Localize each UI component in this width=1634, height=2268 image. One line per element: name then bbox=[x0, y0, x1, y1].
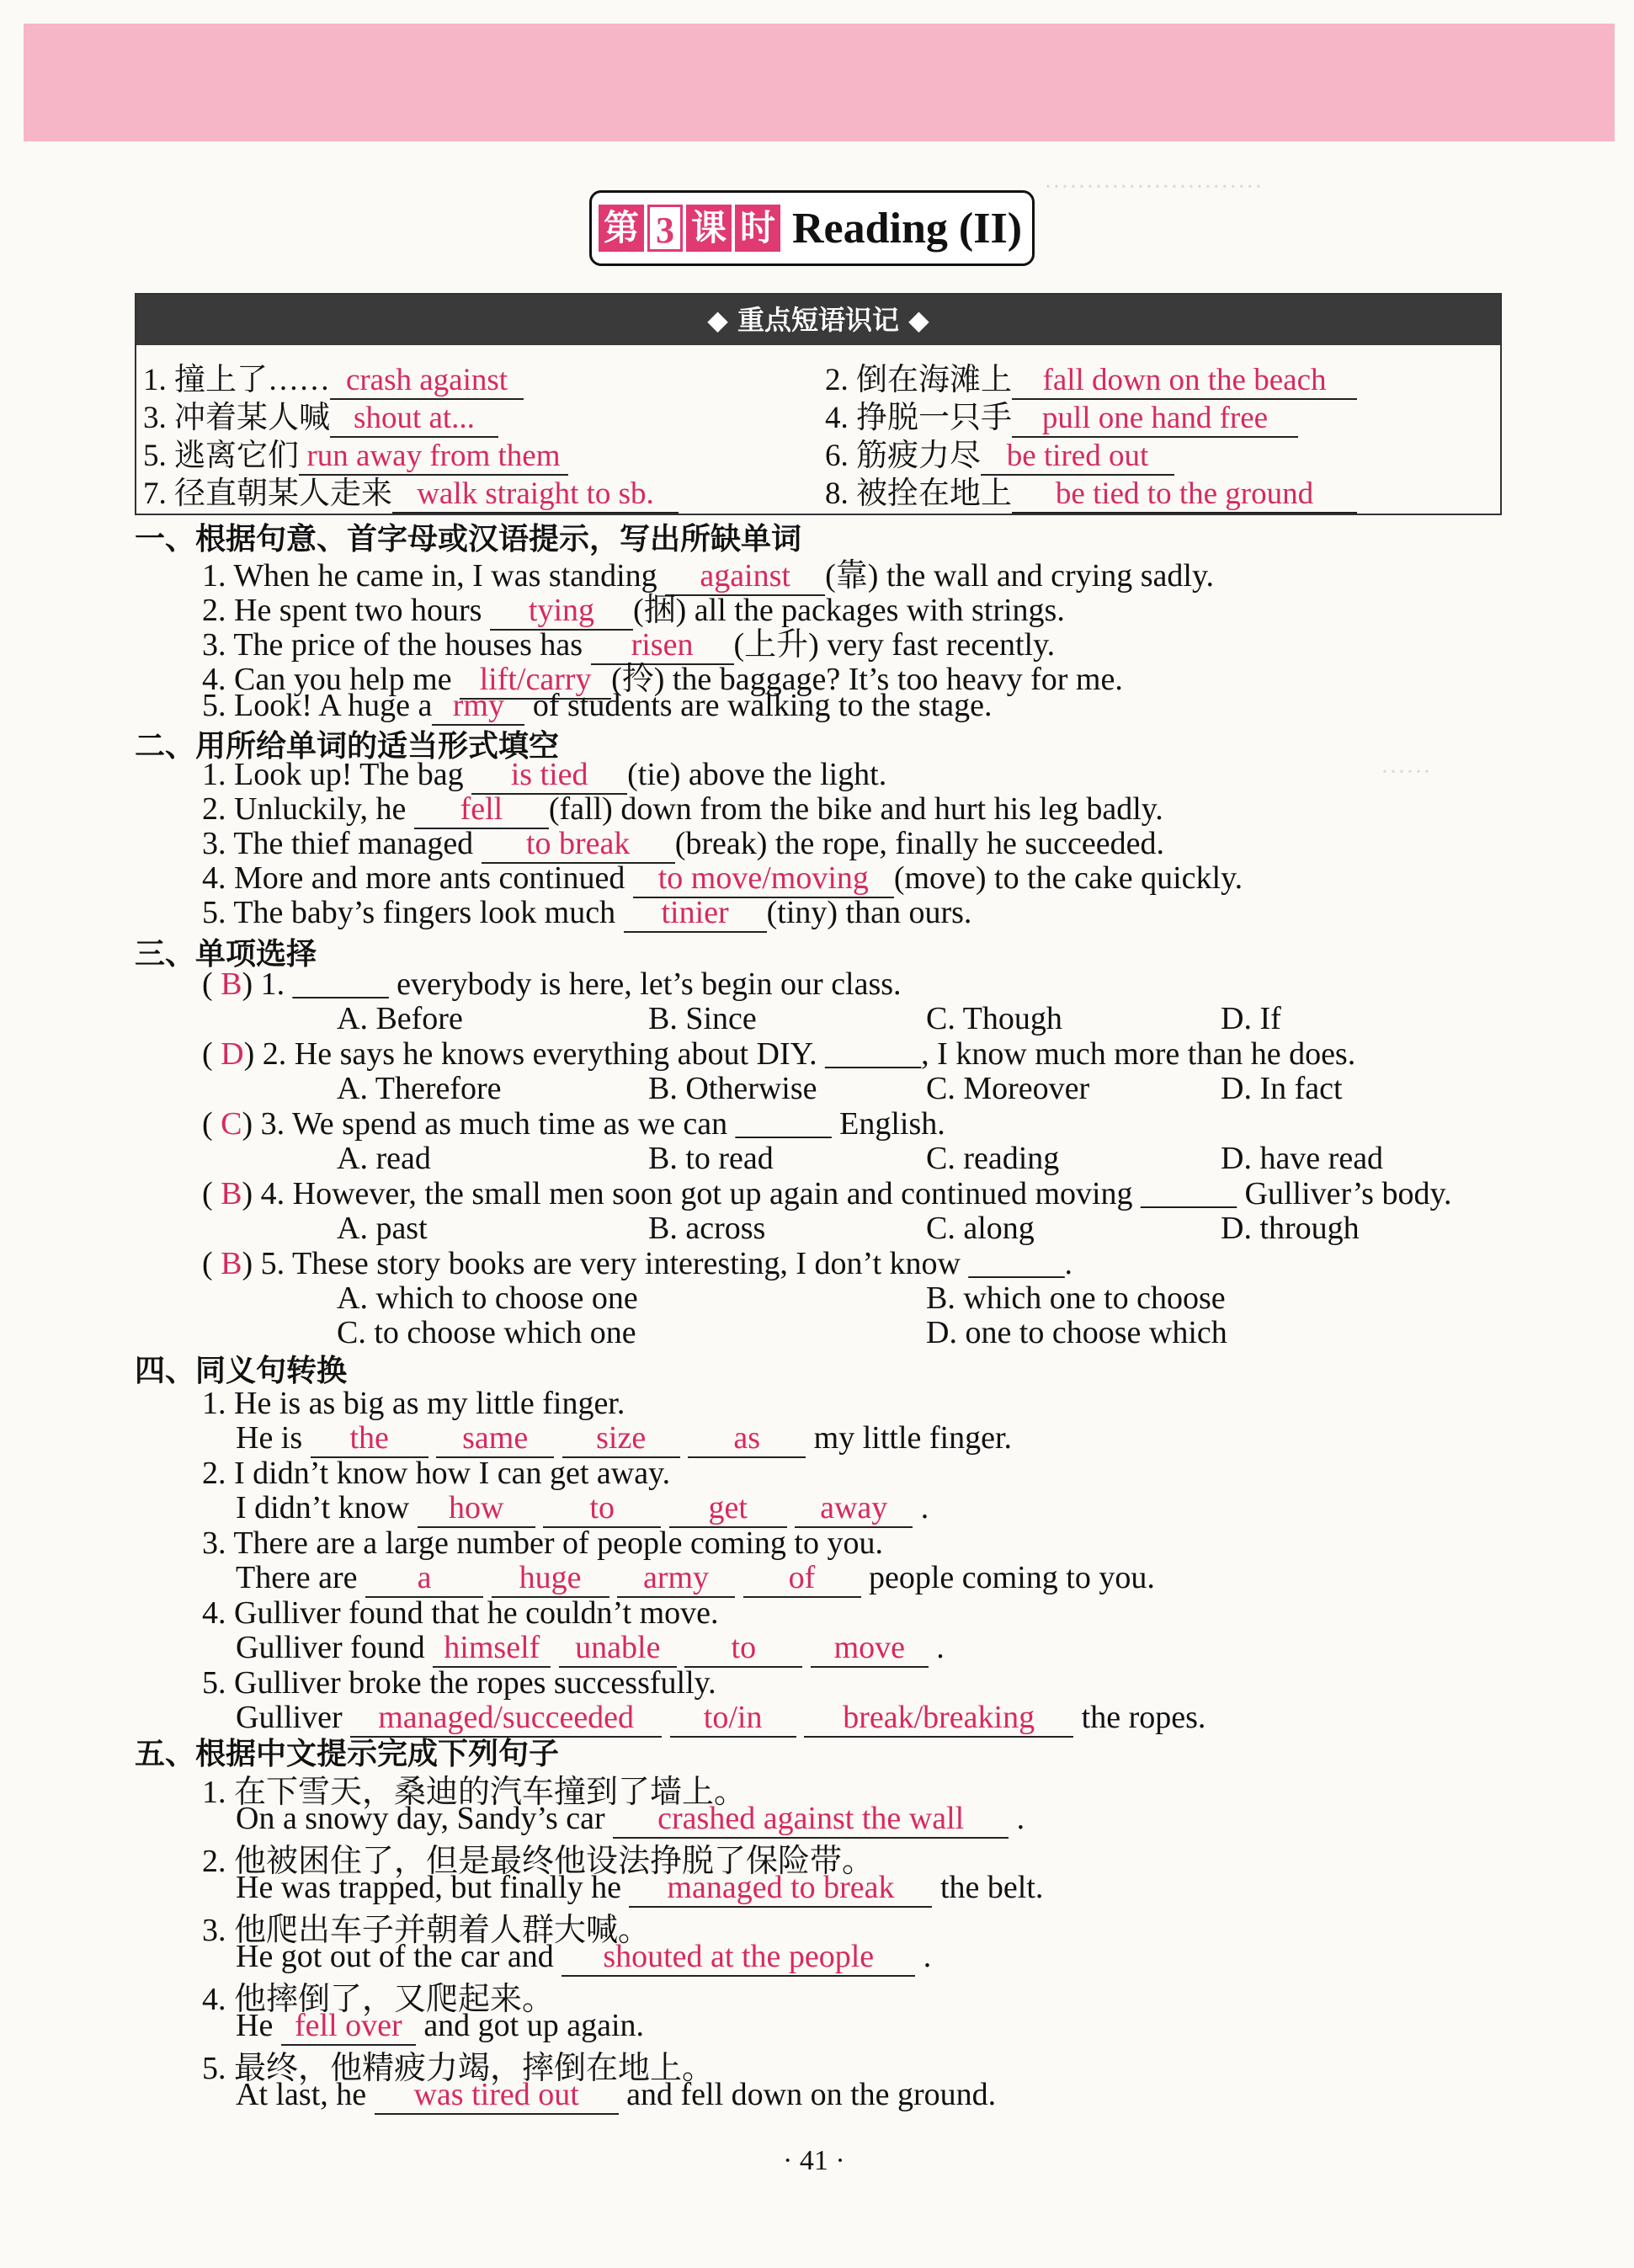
text: (拎) the baggage? It’s too heavy for me. bbox=[611, 662, 1123, 697]
text: ) 4. However, the small men soon got up again and continued moving ______ Gulliver’s body. bbox=[242, 1176, 1452, 1211]
text: 2. 他被困住了，但是最终他设法挣脱了保险带。 bbox=[202, 1844, 875, 1879]
sentence-line bbox=[202, 860, 1243, 898]
text: He is bbox=[236, 1420, 303, 1456]
text: I didn’t know bbox=[236, 1490, 410, 1525]
answer-blank: be tired out bbox=[981, 438, 1174, 476]
text: 4. 挣脱一只手 bbox=[825, 401, 1012, 435]
sentence-line bbox=[236, 2007, 644, 2046]
text: 1. When he came in, I was standing bbox=[202, 558, 666, 594]
sentence-line bbox=[236, 1489, 929, 1528]
text: 6. 筋疲力尽 bbox=[825, 439, 981, 473]
text: 5. Gulliver broke the ropes successfully. bbox=[202, 1665, 716, 1701]
section-heading: 三、单项选择 bbox=[135, 937, 317, 972]
sentence-line bbox=[202, 825, 1164, 864]
answer-blank: himself bbox=[433, 1629, 551, 1668]
title-char: 时 bbox=[735, 205, 780, 252]
paren: ( bbox=[202, 1036, 221, 1072]
option: D. one to choose which bbox=[926, 1315, 1227, 1350]
text: (靠) the wall and crying sadly. bbox=[825, 558, 1215, 594]
answer-blank: tying bbox=[490, 592, 633, 631]
text: ) 2. He says he knows everything about DIY. ______, I know much more than he does. bbox=[243, 1036, 1356, 1072]
lesson-title-text: Reading (II) bbox=[792, 204, 1023, 253]
answer-blank: is tied bbox=[471, 756, 627, 795]
header-banner bbox=[24, 24, 1615, 141]
option: D. In fact bbox=[1221, 1071, 1343, 1106]
section-heading: 四、同义句转换 bbox=[135, 1354, 348, 1388]
sentence-line bbox=[236, 1869, 1043, 1908]
text: 2. 倒在海滩上 bbox=[825, 363, 1012, 397]
text: (上升) very fast recently. bbox=[733, 627, 1056, 663]
option: B. across bbox=[648, 1211, 766, 1246]
text: 2. He spent two hours bbox=[202, 593, 490, 628]
text: people coming to you. bbox=[869, 1560, 1155, 1595]
answer-blank: to bbox=[684, 1629, 802, 1668]
answer-blank: away bbox=[795, 1489, 913, 1528]
sentence-line bbox=[202, 756, 886, 795]
option: B. to read bbox=[648, 1141, 774, 1176]
text: 4. More and more ants continued bbox=[202, 860, 633, 896]
answer-blank: to break bbox=[482, 825, 675, 864]
text: On a snowy day, Sandy’s car bbox=[236, 1801, 605, 1836]
answer-blank: same bbox=[436, 1419, 554, 1458]
answer-blank: against bbox=[665, 557, 825, 596]
answer-blank: to move/moving bbox=[633, 860, 894, 898]
sentence-line bbox=[236, 1629, 945, 1668]
sentence-line bbox=[202, 1664, 716, 1701]
option: A. past bbox=[337, 1211, 428, 1246]
sentence-line bbox=[202, 1175, 1451, 1212]
answer-blank: of bbox=[743, 1559, 861, 1598]
option: A. which to choose one bbox=[337, 1280, 638, 1316]
text: and got up again. bbox=[423, 2008, 645, 2043]
sentence-line bbox=[202, 791, 1163, 829]
text: 5. 最终，他精疲力竭，摔倒在地上。 bbox=[202, 2051, 715, 2086]
section-heading: 五、根据中文提示完成下列句子 bbox=[135, 1737, 560, 1771]
answer-blank: fell bbox=[414, 791, 549, 829]
choice-answer: C bbox=[221, 1106, 242, 1142]
text: He bbox=[236, 2008, 274, 2043]
section-heading: 二、用所给单词的适当形式填空 bbox=[135, 729, 560, 764]
sentence-line bbox=[202, 1245, 1072, 1282]
answer-blank: risen bbox=[591, 626, 734, 665]
answer-blank: size bbox=[562, 1419, 680, 1458]
text: the ropes. bbox=[1081, 1700, 1206, 1735]
answer-blank: crashed against the wall bbox=[613, 1800, 1009, 1839]
answer-blank: run away from them bbox=[299, 438, 568, 476]
option: C. reading bbox=[926, 1141, 1060, 1176]
text: 3. The price of the houses has bbox=[202, 627, 591, 663]
answer-blank: lift/carry bbox=[460, 661, 611, 700]
option: C. Moreover bbox=[926, 1071, 1090, 1106]
answer-blank: managed/succeeded bbox=[350, 1699, 662, 1738]
option: C. along bbox=[926, 1211, 1035, 1246]
text: He got out of the car and bbox=[236, 1939, 554, 1974]
text: (tie) above the light. bbox=[627, 757, 887, 792]
choice-answer: B bbox=[221, 1176, 242, 1211]
title-char: 第 bbox=[599, 205, 644, 252]
sentence-line bbox=[202, 1595, 719, 1632]
text: ) 1. ______ everybody is here, let’s begin our class. bbox=[242, 966, 902, 1002]
option: D. through bbox=[1221, 1211, 1360, 1246]
text: of students are walking to the stage. bbox=[524, 688, 993, 723]
paren: ( bbox=[202, 1246, 221, 1281]
sentence-line bbox=[202, 687, 992, 726]
option: D. have read bbox=[1221, 1141, 1384, 1176]
text: 3. There are a large number of people coming to you. bbox=[202, 1525, 883, 1561]
text: There are bbox=[236, 1560, 358, 1595]
choice-answer: B bbox=[221, 1246, 242, 1281]
text: . bbox=[920, 1490, 929, 1525]
option: C. Though bbox=[926, 1001, 1062, 1036]
answer-blank: rmy bbox=[432, 687, 524, 726]
sentence-line bbox=[202, 894, 971, 933]
text: 3. The thief managed bbox=[202, 826, 482, 861]
text: . bbox=[1016, 1801, 1025, 1836]
option: D. If bbox=[1221, 1001, 1281, 1036]
option: B. which one to choose bbox=[926, 1280, 1226, 1316]
answer-blank: pull one hand free bbox=[1012, 400, 1298, 438]
key-phrase-item bbox=[825, 467, 1357, 514]
sentence-line bbox=[202, 1385, 625, 1422]
text: the belt. bbox=[939, 1870, 1044, 1905]
answer-blank: be tied to the ground bbox=[1012, 476, 1357, 514]
answer-blank: fall down on the beach bbox=[1012, 362, 1357, 400]
answer-blank: to/in bbox=[670, 1699, 796, 1738]
key-phrases-heading: ◆ 重点短语识记 ◆ bbox=[136, 295, 1500, 345]
key-phrase-item bbox=[143, 467, 679, 514]
answer-blank: how bbox=[418, 1489, 535, 1528]
text: 2. I didn’t know how I can get away. bbox=[202, 1456, 671, 1491]
option: A. read bbox=[337, 1141, 431, 1176]
answer-blank: shouted at the people bbox=[562, 1938, 915, 1977]
text: (fall) down from the bike and hurt his leg badly. bbox=[548, 791, 1163, 827]
answer-blank: a bbox=[365, 1559, 483, 1598]
sentence-line bbox=[236, 1938, 931, 1977]
lesson-number: 3 bbox=[647, 205, 683, 252]
option: B. Since bbox=[648, 1001, 757, 1036]
text: Gulliver bbox=[236, 1700, 343, 1735]
text: (move) to the cake quickly. bbox=[893, 860, 1243, 896]
text: 1. 撞上了…… bbox=[143, 363, 330, 397]
text: (tiny) than ours. bbox=[766, 895, 972, 930]
answer-blank: walk straight to sb. bbox=[392, 476, 679, 514]
text: and fell down on the ground. bbox=[626, 2077, 997, 2112]
page-number: · 41 · bbox=[783, 2145, 845, 2176]
option: B. Otherwise bbox=[648, 1071, 817, 1106]
text: 4. Can you help me bbox=[202, 662, 460, 697]
text: 3. 冲着某人喊 bbox=[143, 401, 330, 435]
answer-blank: shout at... bbox=[330, 400, 498, 438]
option: C. to choose which one bbox=[337, 1315, 636, 1350]
answer-blank: the bbox=[311, 1419, 428, 1458]
option: A. Before bbox=[337, 1001, 463, 1036]
sentence-line bbox=[202, 1525, 883, 1562]
sentence-line bbox=[202, 966, 902, 1003]
text: 5. The baby’s fingers look much bbox=[202, 895, 624, 930]
sentence-line bbox=[202, 1455, 670, 1492]
text: ) 3. We spend as much time as we can ______ English. bbox=[242, 1106, 945, 1142]
text: 4. 他摔倒了，又爬起来。 bbox=[202, 1982, 555, 2017]
sentence-line bbox=[236, 1800, 1025, 1839]
text: At last, he bbox=[236, 2077, 367, 2112]
text: 2. Unluckily, he bbox=[202, 791, 414, 827]
text: (break) the rope, finally he succeeded. bbox=[674, 826, 1165, 861]
choice-answer: B bbox=[221, 966, 242, 1002]
sentence-line bbox=[202, 1105, 945, 1142]
answer-blank: huge bbox=[492, 1559, 609, 1598]
answer-blank: tinier bbox=[624, 894, 767, 933]
text: Gulliver found bbox=[236, 1630, 425, 1665]
paren: ( bbox=[202, 966, 221, 1002]
text: 1. He is as big as my little finger. bbox=[202, 1386, 625, 1421]
text: my little finger. bbox=[813, 1420, 1013, 1456]
text: 4. Gulliver found that he couldn’t move. bbox=[202, 1595, 719, 1631]
text: 1. 在下雪天，桑迪的汽车撞到了墙上。 bbox=[202, 1775, 747, 1810]
section-heading: 一、根据句意、首字母或汉语提示，写出所缺单词 bbox=[135, 522, 802, 556]
title-char: 课 bbox=[686, 205, 732, 252]
answer-blank: army bbox=[617, 1559, 735, 1598]
answer-blank: get bbox=[669, 1489, 787, 1528]
sentence-line bbox=[236, 1419, 1012, 1458]
text: . bbox=[923, 1939, 932, 1974]
text: (捆) all the packages with strings. bbox=[632, 593, 1065, 628]
text: 1. Look up! The bag bbox=[202, 757, 472, 792]
answer-blank: fell over bbox=[281, 2007, 416, 2046]
answer-blank: crash against bbox=[330, 362, 524, 400]
answer-blank: move bbox=[811, 1629, 929, 1668]
answer-blank: break/breaking bbox=[804, 1699, 1073, 1738]
sentence-line bbox=[236, 1559, 1155, 1598]
text: 5. Look! A huge a bbox=[202, 688, 433, 723]
text: 3. 他爬出车子并朝着人群大喊。 bbox=[202, 1913, 651, 1948]
answer-blank: unable bbox=[559, 1629, 677, 1668]
answer-blank: managed to break bbox=[629, 1869, 932, 1908]
sentence-line bbox=[202, 1036, 1355, 1073]
option: A. Therefore bbox=[337, 1071, 502, 1106]
answer-blank: as bbox=[688, 1419, 806, 1458]
sentence-line bbox=[236, 2076, 996, 2115]
answer-blank: to bbox=[543, 1489, 661, 1528]
text: ) 5. These story books are very interesting, I don’t know ______. bbox=[242, 1246, 1072, 1281]
text: 7. 径直朝某人走来 bbox=[143, 476, 392, 511]
text: 8. 被拴在地上 bbox=[825, 476, 1012, 511]
paren: ( bbox=[202, 1106, 221, 1142]
text: . bbox=[936, 1630, 945, 1665]
answer-blank: was tired out bbox=[375, 2076, 619, 2115]
text: 5. 逃离它们 bbox=[143, 439, 299, 473]
choice-answer: D bbox=[221, 1036, 244, 1072]
text: He was trapped, but finally he bbox=[236, 1870, 621, 1905]
lesson-title bbox=[589, 190, 1035, 266]
paren: ( bbox=[202, 1176, 221, 1211]
